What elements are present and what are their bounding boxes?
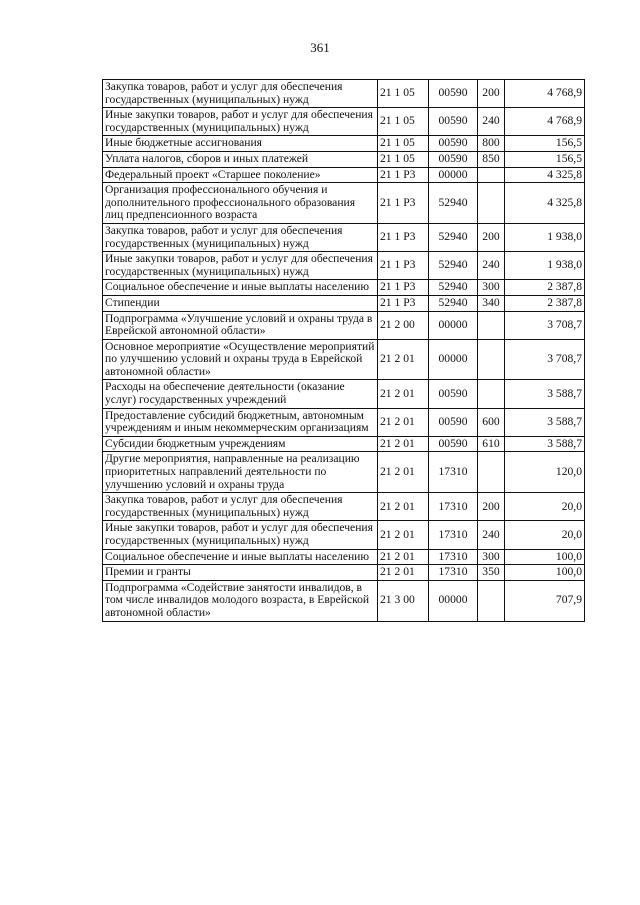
row-name-cell: Премии и гранты <box>103 565 378 581</box>
row-target-code-cell: 21 2 00 <box>378 311 429 339</box>
row-direction-code-cell: 00590 <box>429 136 478 152</box>
row-amount-cell: 3 588,7 <box>505 436 585 452</box>
row-target-code-cell: 21 1 05 <box>378 151 429 167</box>
row-direction-code-cell: 00000 <box>429 339 478 380</box>
row-direction-code-cell: 52940 <box>429 252 478 280</box>
row-name-cell: Иные закупки товаров, работ и услуг для обеспечения государственных (муниципальных) нужд <box>103 521 378 549</box>
table-row <box>103 580 585 621</box>
row-amount-cell: 3 588,7 <box>505 408 585 436</box>
row-name-cell: Другие мероприятия, направленные на реализацию приоритетных направлений деятельности по улучшению условий и охраны труда <box>103 452 378 493</box>
table-row <box>103 136 585 152</box>
row-target-code-cell: 21 2 01 <box>378 380 429 408</box>
row-direction-code-cell: 00590 <box>429 108 478 136</box>
row-direction-code-cell: 00590 <box>429 408 478 436</box>
table-row <box>103 452 585 493</box>
row-name-cell: Иные бюджетные ассигнования <box>103 136 378 152</box>
table-row <box>103 380 585 408</box>
row-expense-type-cell: 200 <box>478 80 505 108</box>
row-name-cell: Расходы на обеспечение деятельности (оказание услуг) государственных учреждений <box>103 380 378 408</box>
page-number: 361 <box>310 40 330 55</box>
row-target-code-cell: 21 1 05 <box>378 80 429 108</box>
row-amount-cell: 100,0 <box>505 549 585 565</box>
row-amount-cell: 156,5 <box>505 136 585 152</box>
row-expense-type-cell <box>478 580 505 621</box>
row-amount-cell: 1 938,0 <box>505 252 585 280</box>
table-row <box>103 151 585 167</box>
row-expense-type-cell <box>478 167 505 183</box>
row-name-cell: Подпрограмма «Содействие занятости инвалидов, в том числе инвалидов молодого возраста, в Еврейской автономной области» <box>103 580 378 621</box>
row-amount-cell: 120,0 <box>505 452 585 493</box>
table-row <box>103 521 585 549</box>
row-direction-code-cell: 00590 <box>429 151 478 167</box>
table-row <box>103 80 585 108</box>
row-direction-code-cell: 17310 <box>429 452 478 493</box>
row-expense-type-cell: 340 <box>478 295 505 311</box>
row-amount-cell: 707,9 <box>505 580 585 621</box>
table-row <box>103 183 585 224</box>
table-row <box>103 549 585 565</box>
table-row <box>103 311 585 339</box>
row-expense-type-cell: 850 <box>478 151 505 167</box>
row-target-code-cell: 21 2 01 <box>378 521 429 549</box>
row-amount-cell: 1 938,0 <box>505 223 585 251</box>
row-amount-cell: 4 325,8 <box>505 167 585 183</box>
row-target-code-cell: 21 1 P3 <box>378 295 429 311</box>
table-row <box>103 252 585 280</box>
row-amount-cell: 4 768,9 <box>505 80 585 108</box>
row-direction-code-cell: 00000 <box>429 167 478 183</box>
row-name-cell: Уплата налогов, сборов и иных платежей <box>103 151 378 167</box>
row-expense-type-cell: 300 <box>478 549 505 565</box>
row-direction-code-cell: 52940 <box>429 295 478 311</box>
row-target-code-cell: 21 2 01 <box>378 452 429 493</box>
row-name-cell: Социальное обеспечение и иные выплаты населению <box>103 549 378 565</box>
row-name-cell: Социальное обеспечение и иные выплаты населению <box>103 280 378 296</box>
table-row <box>103 436 585 452</box>
row-expense-type-cell: 240 <box>478 108 505 136</box>
row-name-cell: Федеральный проект «Старшее поколение» <box>103 167 378 183</box>
row-amount-cell: 3 708,7 <box>505 339 585 380</box>
row-name-cell: Субсидии бюджетным учреждениям <box>103 436 378 452</box>
row-target-code-cell: 21 2 01 <box>378 339 429 380</box>
row-expense-type-cell <box>478 452 505 493</box>
row-expense-type-cell: 200 <box>478 493 505 521</box>
row-amount-cell: 3 708,7 <box>505 311 585 339</box>
row-target-code-cell: 21 3 00 <box>378 580 429 621</box>
table-row <box>103 493 585 521</box>
row-direction-code-cell: 00590 <box>429 436 478 452</box>
row-target-code-cell: 21 2 01 <box>378 408 429 436</box>
table-row <box>103 223 585 251</box>
row-expense-type-cell: 300 <box>478 280 505 296</box>
row-amount-cell: 4 768,9 <box>505 108 585 136</box>
row-expense-type-cell: 610 <box>478 436 505 452</box>
row-expense-type-cell: 200 <box>478 223 505 251</box>
budget-table-body <box>103 80 585 622</box>
row-name-cell: Иные закупки товаров, работ и услуг для обеспечения государственных (муниципальных) нужд <box>103 108 378 136</box>
budget-table <box>102 79 585 622</box>
row-name-cell: Стипендии <box>103 295 378 311</box>
row-target-code-cell: 21 2 01 <box>378 565 429 581</box>
row-expense-type-cell <box>478 339 505 380</box>
row-name-cell: Подпрограмма «Улучшение условий и охраны труда в Еврейской автономной области» <box>103 311 378 339</box>
row-amount-cell: 20,0 <box>505 521 585 549</box>
row-direction-code-cell: 00000 <box>429 311 478 339</box>
row-expense-type-cell: 350 <box>478 565 505 581</box>
row-name-cell: Организация профессионального обучения и дополнительного профессионального образования лиц предпенсионного возраста <box>103 183 378 224</box>
table-row <box>103 339 585 380</box>
table-row <box>103 295 585 311</box>
row-amount-cell: 100,0 <box>505 565 585 581</box>
row-direction-code-cell: 17310 <box>429 521 478 549</box>
table-row <box>103 167 585 183</box>
row-amount-cell: 3 588,7 <box>505 380 585 408</box>
row-name-cell: Основное мероприятие «Осуществление мероприятий по улучшению условий и охраны труда в Еврейской автономной области» <box>103 339 378 380</box>
row-name-cell: Закупка товаров, работ и услуг для обеспечения государственных (муниципальных) нужд <box>103 80 378 108</box>
row-target-code-cell: 21 1 P3 <box>378 280 429 296</box>
row-target-code-cell: 21 1 P3 <box>378 167 429 183</box>
row-target-code-cell: 21 2 01 <box>378 436 429 452</box>
row-expense-type-cell <box>478 311 505 339</box>
row-target-code-cell: 21 1 05 <box>378 108 429 136</box>
row-target-code-cell: 21 1 P3 <box>378 223 429 251</box>
table-row <box>103 108 585 136</box>
row-expense-type-cell: 600 <box>478 408 505 436</box>
row-expense-type-cell: 240 <box>478 521 505 549</box>
row-amount-cell: 2 387,8 <box>505 280 585 296</box>
row-direction-code-cell: 52940 <box>429 280 478 296</box>
row-amount-cell: 20,0 <box>505 493 585 521</box>
table-row <box>103 280 585 296</box>
row-target-code-cell: 21 2 01 <box>378 549 429 565</box>
row-expense-type-cell <box>478 380 505 408</box>
row-expense-type-cell: 240 <box>478 252 505 280</box>
row-target-code-cell: 21 2 01 <box>378 493 429 521</box>
row-name-cell: Закупка товаров, работ и услуг для обеспечения государственных (муниципальных) нужд <box>103 493 378 521</box>
row-expense-type-cell <box>478 183 505 224</box>
row-direction-code-cell: 17310 <box>429 493 478 521</box>
row-name-cell: Закупка товаров, работ и услуг для обеспечения государственных (муниципальных) нужд <box>103 223 378 251</box>
row-direction-code-cell: 17310 <box>429 549 478 565</box>
row-direction-code-cell: 00590 <box>429 80 478 108</box>
row-name-cell: Предоставление субсидий бюджетным, автономным учреждениям и иным некоммерческим организациям <box>103 408 378 436</box>
row-amount-cell: 2 387,8 <box>505 295 585 311</box>
row-direction-code-cell: 00590 <box>429 380 478 408</box>
row-target-code-cell: 21 1 P3 <box>378 252 429 280</box>
row-direction-code-cell: 00000 <box>429 580 478 621</box>
row-direction-code-cell: 52940 <box>429 223 478 251</box>
table-row <box>103 565 585 581</box>
row-amount-cell: 4 325,8 <box>505 183 585 224</box>
row-name-cell: Иные закупки товаров, работ и услуг для обеспечения государственных (муниципальных) нужд <box>103 252 378 280</box>
row-expense-type-cell: 800 <box>478 136 505 152</box>
table-row <box>103 408 585 436</box>
row-target-code-cell: 21 1 05 <box>378 136 429 152</box>
row-amount-cell: 156,5 <box>505 151 585 167</box>
row-target-code-cell: 21 1 P3 <box>378 183 429 224</box>
row-direction-code-cell: 52940 <box>429 183 478 224</box>
row-direction-code-cell: 17310 <box>429 565 478 581</box>
